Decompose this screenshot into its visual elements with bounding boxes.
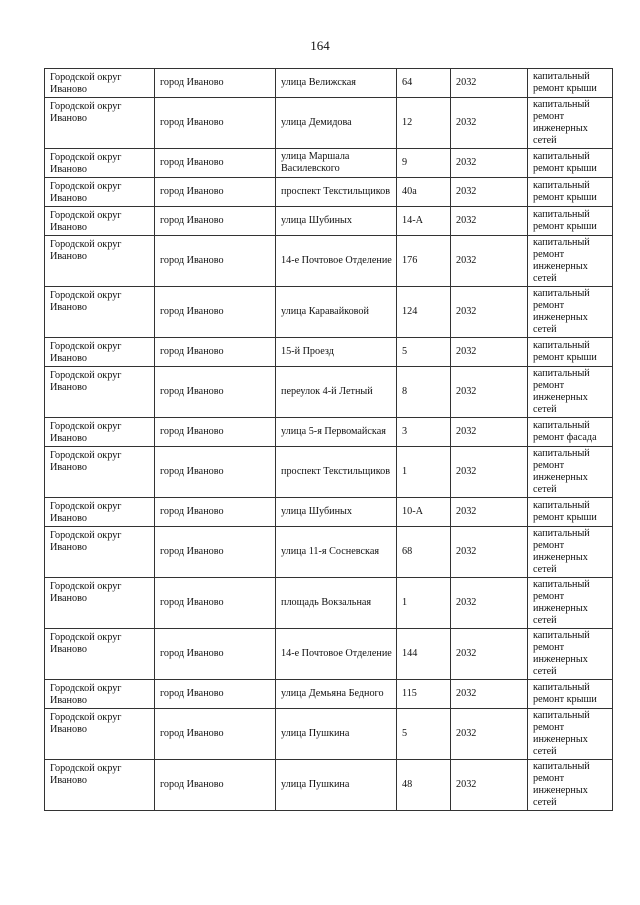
work-type-cell: капитальный ремонт инженерных сетей xyxy=(528,760,613,811)
table-row xyxy=(45,236,613,287)
year-cell: 2032 xyxy=(451,149,528,178)
year-cell: 2032 xyxy=(451,338,528,367)
year-cell: 2032 xyxy=(451,760,528,811)
street-cell: 15-й Проезд xyxy=(276,338,397,367)
house-number-cell: 48 xyxy=(397,760,451,811)
table-row xyxy=(45,629,613,680)
work-type-cell: капитальный ремонт инженерных сетей xyxy=(528,578,613,629)
work-type-cell: капитальный ремонт крыши xyxy=(528,149,613,178)
table-row xyxy=(45,367,613,418)
city-cell: город Иваново xyxy=(155,207,276,236)
house-number-cell: 8 xyxy=(397,367,451,418)
street-cell: улица Велижская xyxy=(276,69,397,98)
street-cell: улица Демидова xyxy=(276,98,397,149)
street-cell: проспект Текстильщиков xyxy=(276,447,397,498)
table-row xyxy=(45,418,613,447)
work-type-cell: капитальный ремонт инженерных сетей xyxy=(528,447,613,498)
house-number-cell: 68 xyxy=(397,527,451,578)
work-type-cell: капитальный ремонт инженерных сетей xyxy=(528,629,613,680)
city-cell: город Иваново xyxy=(155,527,276,578)
city-cell: город Иваново xyxy=(155,178,276,207)
year-cell: 2032 xyxy=(451,236,528,287)
table-row xyxy=(45,338,613,367)
street-cell: 14-е Почтовое Отделение xyxy=(276,236,397,287)
work-type-cell: капитальный ремонт крыши xyxy=(528,498,613,527)
table-row xyxy=(45,69,613,98)
city-cell: город Иваново xyxy=(155,709,276,760)
district-cell: Городской округ Иваново xyxy=(45,207,155,236)
house-number-cell: 14-А xyxy=(397,207,451,236)
table-row xyxy=(45,578,613,629)
city-cell: город Иваново xyxy=(155,367,276,418)
house-number-cell: 64 xyxy=(397,69,451,98)
city-cell: город Иваново xyxy=(155,149,276,178)
table-row xyxy=(45,680,613,709)
city-cell: город Иваново xyxy=(155,629,276,680)
district-cell: Городской округ Иваново xyxy=(45,527,155,578)
street-cell: 14-е Почтовое Отделение xyxy=(276,629,397,680)
district-cell: Городской округ Иваново xyxy=(45,760,155,811)
district-cell: Городской округ Иваново xyxy=(45,578,155,629)
table-row xyxy=(45,149,613,178)
year-cell: 2032 xyxy=(451,178,528,207)
year-cell: 2032 xyxy=(451,287,528,338)
table-body xyxy=(45,69,613,811)
street-cell: улица Демьяна Бедного xyxy=(276,680,397,709)
year-cell: 2032 xyxy=(451,207,528,236)
city-cell: город Иваново xyxy=(155,680,276,709)
work-type-cell: капитальный ремонт инженерных сетей xyxy=(528,98,613,149)
table-row xyxy=(45,447,613,498)
district-cell: Городской округ Иваново xyxy=(45,287,155,338)
house-number-cell: 144 xyxy=(397,629,451,680)
year-cell: 2032 xyxy=(451,527,528,578)
table-row xyxy=(45,207,613,236)
street-cell: улица Пушкина xyxy=(276,709,397,760)
table-row xyxy=(45,709,613,760)
work-type-cell: капитальный ремонт инженерных сетей xyxy=(528,527,613,578)
year-cell: 2032 xyxy=(451,98,528,149)
district-cell: Городской округ Иваново xyxy=(45,98,155,149)
table-row xyxy=(45,760,613,811)
street-cell: переулок 4-й Летный xyxy=(276,367,397,418)
work-type-cell: капитальный ремонт крыши xyxy=(528,338,613,367)
city-cell: город Иваново xyxy=(155,287,276,338)
house-number-cell: 10-А xyxy=(397,498,451,527)
work-type-cell: капитальный ремонт крыши xyxy=(528,69,613,98)
district-cell: Городской округ Иваново xyxy=(45,629,155,680)
district-cell: Городской округ Иваново xyxy=(45,418,155,447)
year-cell: 2032 xyxy=(451,498,528,527)
house-number-cell: 5 xyxy=(397,709,451,760)
table-row xyxy=(45,498,613,527)
district-cell: Городской округ Иваново xyxy=(45,338,155,367)
city-cell: город Иваново xyxy=(155,418,276,447)
table-row xyxy=(45,178,613,207)
street-cell: улица Маршала Василевского xyxy=(276,149,397,178)
district-cell: Городской округ Иваново xyxy=(45,149,155,178)
year-cell: 2032 xyxy=(451,447,528,498)
house-number-cell: 9 xyxy=(397,149,451,178)
street-cell: улица 5-я Первомайская xyxy=(276,418,397,447)
work-type-cell: капитальный ремонт крыши xyxy=(528,680,613,709)
street-cell: улица Каравайковой xyxy=(276,287,397,338)
district-cell: Городской округ Иваново xyxy=(45,680,155,709)
work-type-cell: капитальный ремонт инженерных сетей xyxy=(528,367,613,418)
city-cell: город Иваново xyxy=(155,447,276,498)
house-number-cell: 115 xyxy=(397,680,451,709)
street-cell: улица Шубиных xyxy=(276,498,397,527)
house-number-cell: 1 xyxy=(397,578,451,629)
street-cell: улица Пушкина xyxy=(276,760,397,811)
house-number-cell: 5 xyxy=(397,338,451,367)
district-cell: Городской округ Иваново xyxy=(45,709,155,760)
year-cell: 2032 xyxy=(451,680,528,709)
year-cell: 2032 xyxy=(451,578,528,629)
table-row xyxy=(45,287,613,338)
year-cell: 2032 xyxy=(451,69,528,98)
year-cell: 2032 xyxy=(451,418,528,447)
city-cell: город Иваново xyxy=(155,69,276,98)
table-row xyxy=(45,527,613,578)
street-cell: проспект Текстильщиков xyxy=(276,178,397,207)
repair-schedule-table xyxy=(44,68,613,811)
house-number-cell: 1 xyxy=(397,447,451,498)
house-number-cell: 12 xyxy=(397,98,451,149)
work-type-cell: капитальный ремонт инженерных сетей xyxy=(528,236,613,287)
district-cell: Городской округ Иваново xyxy=(45,178,155,207)
table-row xyxy=(45,98,613,149)
district-cell: Городской округ Иваново xyxy=(45,236,155,287)
work-type-cell: капитальный ремонт фасада xyxy=(528,418,613,447)
city-cell: город Иваново xyxy=(155,338,276,367)
page-number: 164 xyxy=(310,38,330,53)
work-type-cell: капитальный ремонт инженерных сетей xyxy=(528,709,613,760)
district-cell: Городской округ Иваново xyxy=(45,447,155,498)
street-cell: улица Шубиных xyxy=(276,207,397,236)
street-cell: площадь Вокзальная xyxy=(276,578,397,629)
house-number-cell: 176 xyxy=(397,236,451,287)
house-number-cell: 3 xyxy=(397,418,451,447)
city-cell: город Иваново xyxy=(155,236,276,287)
city-cell: город Иваново xyxy=(155,98,276,149)
work-type-cell: капитальный ремонт инженерных сетей xyxy=(528,287,613,338)
house-number-cell: 124 xyxy=(397,287,451,338)
work-type-cell: капитальный ремонт крыши xyxy=(528,207,613,236)
year-cell: 2032 xyxy=(451,367,528,418)
year-cell: 2032 xyxy=(451,709,528,760)
district-cell: Городской округ Иваново xyxy=(45,69,155,98)
street-cell: улица 11-я Сосневская xyxy=(276,527,397,578)
year-cell: 2032 xyxy=(451,629,528,680)
district-cell: Городской округ Иваново xyxy=(45,498,155,527)
district-cell: Городской округ Иваново xyxy=(45,367,155,418)
city-cell: город Иваново xyxy=(155,498,276,527)
work-type-cell: капитальный ремонт крыши xyxy=(528,178,613,207)
city-cell: город Иваново xyxy=(155,760,276,811)
house-number-cell: 40а xyxy=(397,178,451,207)
city-cell: город Иваново xyxy=(155,578,276,629)
